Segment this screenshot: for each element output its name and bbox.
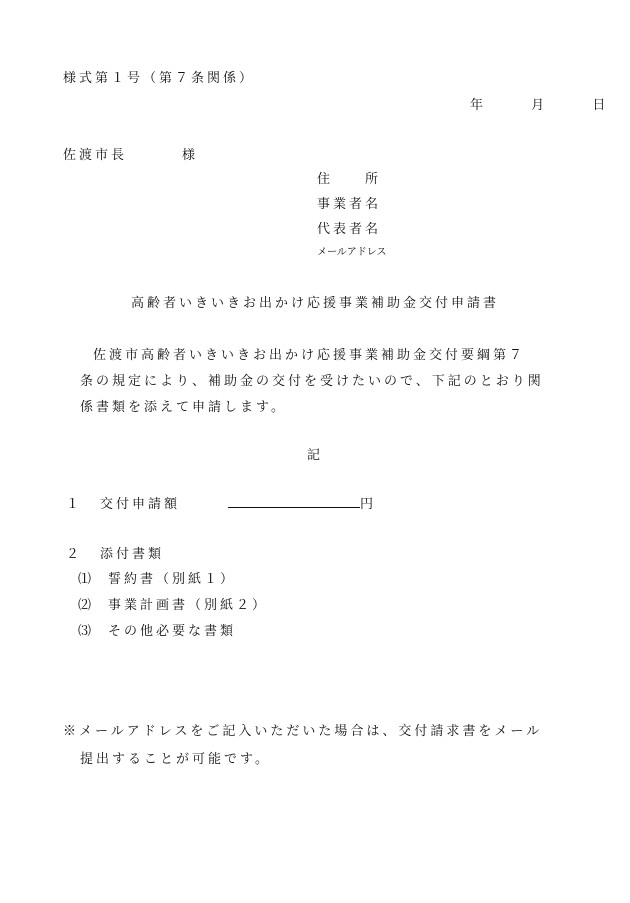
addressee [63, 144, 198, 163]
item1-unit: 円 [360, 497, 377, 512]
subitem-text: 事業計画書（別紙２） [108, 598, 269, 613]
document-title: 高齢者いきいきお出かけ応援事業補助金交付申請書 [130, 296, 499, 311]
applicant-block [317, 168, 387, 268]
body-line-3: 係書類を添えて申請します。 [80, 400, 287, 415]
addressee-honorific: 様 [182, 148, 199, 163]
amount-blank-field[interactable] [228, 493, 360, 508]
date-year: 年 [470, 98, 487, 113]
item2-number: ２ [66, 547, 83, 562]
item1-label: 交付申請額 [100, 497, 181, 512]
date-day: 日 [592, 98, 609, 113]
subitem-text: 誓約書（別紙１） [108, 572, 237, 587]
date-month: 月 [531, 98, 548, 113]
item1-number: １ [66, 497, 83, 512]
addressee-name: 佐渡市長 [63, 148, 128, 163]
body-line-2: 条の規定により、補助金の交付を受けたいので、下記のとおり関 [80, 374, 544, 389]
date-line [470, 94, 628, 113]
requested-amount-item [66, 493, 376, 512]
attachment-subitem [78, 567, 236, 593]
note-line-2: 提出することが可能です。 [80, 752, 271, 767]
attachments-item [66, 543, 164, 562]
form-number: 様式第１号（第７条関係） [63, 71, 256, 86]
item2-label: 添付書類 [100, 547, 165, 562]
note-line-1: ※メールアドレスをご記入いただいた場合は、交付請求書をメール [63, 724, 543, 739]
subitem-number: ⑵ [78, 598, 92, 613]
address-label: 住 所 [317, 172, 382, 187]
email-note [63, 718, 542, 774]
attachment-subitem [78, 619, 236, 645]
body-line-1: 佐渡市高齢者いきいきお出かけ応援事業補助金交付要綱第７ [93, 348, 526, 363]
attachment-subitem [78, 593, 268, 619]
ki-heading: 記 [306, 448, 323, 463]
subitem-text: その他必要な書類 [108, 624, 237, 639]
email-label: メールアドレス [317, 247, 387, 258]
subitem-number: ⑴ [78, 572, 92, 587]
business-name-label: 事業者名 [317, 197, 382, 212]
subitem-number: ⑶ [78, 624, 92, 639]
application-body [63, 343, 544, 421]
representative-label: 代表者名 [317, 222, 382, 237]
